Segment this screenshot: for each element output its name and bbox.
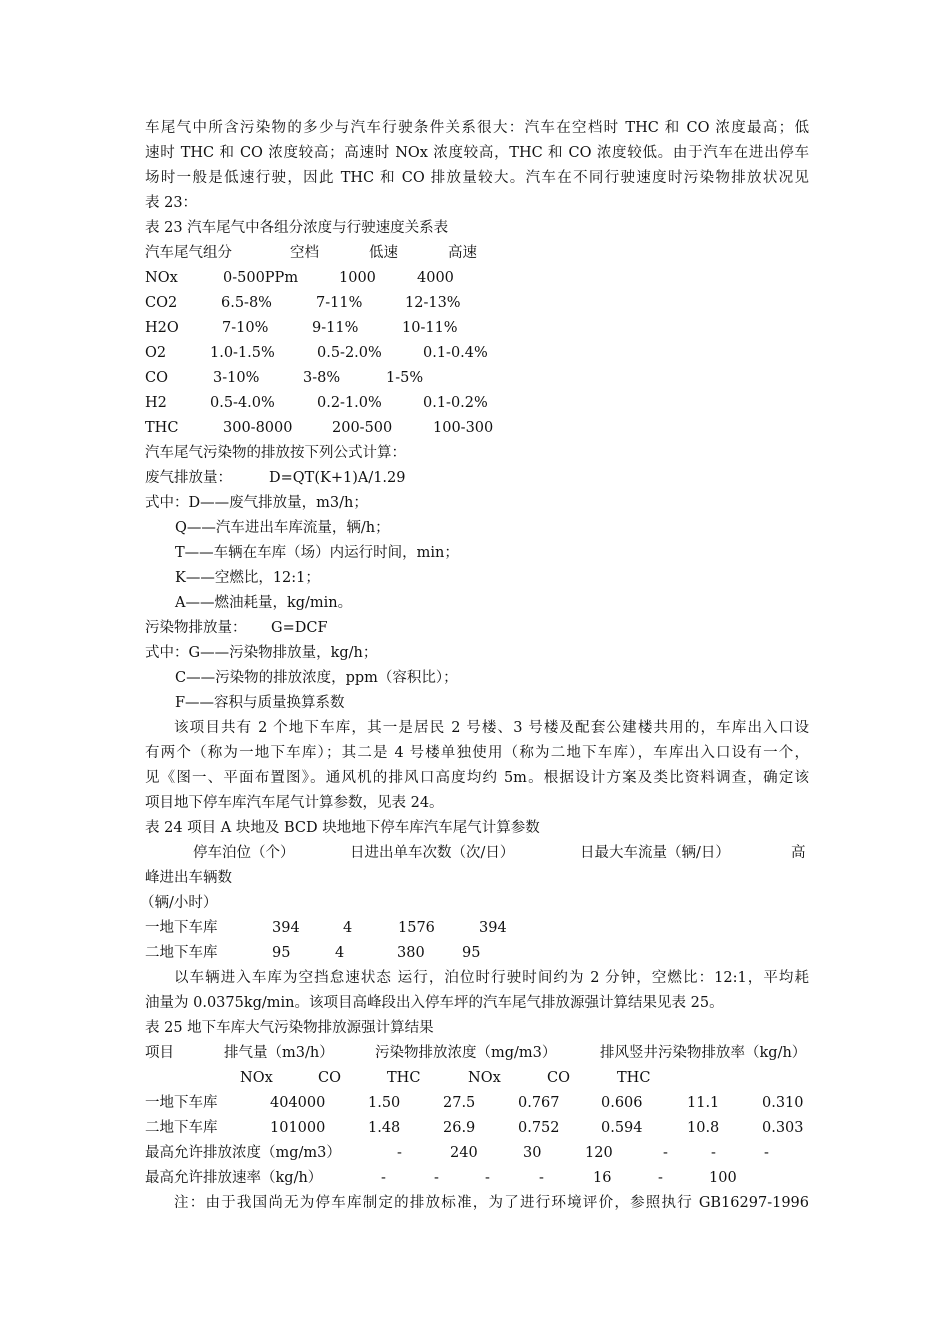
table25-header-cell: 项目 bbox=[145, 1045, 174, 1061]
table-cell: - bbox=[539, 1170, 544, 1186]
definition-line: Q——汽车进出车库流量，辆/h； bbox=[175, 520, 390, 536]
table25-subheader-cell: CO bbox=[318, 1070, 341, 1086]
table24-header-cell: 停车泊位（个） bbox=[193, 845, 295, 861]
table-cell: 0.2-1.0% bbox=[317, 395, 382, 411]
table-cell: 100-300 bbox=[433, 420, 494, 436]
table-cell: 394 bbox=[272, 920, 300, 936]
table-cell: 1000 bbox=[339, 270, 376, 286]
table-cell: 7-10% bbox=[222, 320, 269, 336]
pollutant-label: 污染物排放量： bbox=[145, 620, 247, 636]
table-cell: 10-11% bbox=[402, 320, 458, 336]
table23-header-cell: 空档 bbox=[290, 245, 319, 261]
table-cell: 26.9 bbox=[443, 1120, 476, 1136]
paragraph-line: 该项目共有 2 个地下车库，其一是居民 2 号楼、3 号楼及配套公建楼共用的，车库出入口设 bbox=[174, 720, 809, 736]
table-cell: - bbox=[485, 1170, 490, 1186]
table24-header-cell: 日进出单车次数（次/日） bbox=[350, 845, 515, 861]
table25-subheader-cell: THC bbox=[617, 1070, 651, 1086]
table-cell: 3-8% bbox=[303, 370, 341, 386]
table-cell: 95 bbox=[462, 945, 481, 961]
table-cell: H2 bbox=[145, 395, 167, 411]
paragraph-line: 速时 THC 和 CO 浓度较高；高速时 NOx 浓度较高，THC 和 CO 浓度较低。由于汽车在进出停车 bbox=[145, 145, 809, 161]
table25-subheader-cell: THC bbox=[387, 1070, 421, 1086]
table-cell: 10.8 bbox=[687, 1120, 720, 1136]
paragraph-line: 见《图一、平面布置图》。通风机的排风口高度均约 5m。根据设计方案及类比资料调查，确定该 bbox=[145, 770, 809, 786]
table-cell: - bbox=[381, 1170, 386, 1186]
table-cell: 0.767 bbox=[518, 1095, 560, 1111]
definition-line: T——车辆在车库（场）内运行时间，min； bbox=[175, 545, 459, 561]
paragraph-line: 油量为 0.0375kg/min。该项目高峰段出入停车坪的汽车尾气排放源强计算结果见表 25。 bbox=[145, 995, 724, 1011]
pollutant-formula: G=DCF bbox=[271, 620, 328, 636]
table-cell: - bbox=[711, 1145, 716, 1161]
definition-line: C——污染物的排放浓度，ppm（容积比）； bbox=[175, 670, 458, 686]
table-cell: 二地下车库 bbox=[145, 945, 218, 961]
table-cell: O2 bbox=[145, 345, 167, 361]
table-cell: 95 bbox=[272, 945, 291, 961]
table-cell: 11.1 bbox=[687, 1095, 720, 1111]
table-cell: 200-500 bbox=[332, 420, 393, 436]
table-cell: 最高允许排放速率（kg/h） bbox=[145, 1170, 323, 1186]
table-cell: 27.5 bbox=[443, 1095, 476, 1111]
table-cell: 一地下车库 bbox=[145, 1095, 218, 1111]
table24-header-unit: （辆/小时） bbox=[140, 895, 218, 911]
definition-line: K——空燃比，12:1； bbox=[175, 570, 320, 586]
definition-line: 式中：G——污染物排放量，kg/h； bbox=[145, 645, 378, 661]
table-cell: 1.50 bbox=[368, 1095, 401, 1111]
table-cell: 1.0-1.5% bbox=[210, 345, 275, 361]
table-cell: 16 bbox=[593, 1170, 612, 1186]
table-cell: 4 bbox=[335, 945, 345, 961]
table-cell: - bbox=[663, 1145, 668, 1161]
formula-intro: 汽车尾气污染物的排放按下列公式计算： bbox=[145, 445, 406, 461]
table25-header-cell: 排风竖井污染物排放率（kg/h） bbox=[600, 1045, 807, 1061]
table24-header-row bbox=[193, 841, 809, 866]
table-cell: - bbox=[397, 1145, 402, 1161]
note-line: 注：由于我国尚无为停车库制定的排放标准，为了进行环境评价，参照执行 GB16297-1996 bbox=[174, 1195, 809, 1211]
table-cell: 100 bbox=[709, 1170, 737, 1186]
table-cell: 1.48 bbox=[368, 1120, 401, 1136]
table-cell: 0.5-4.0% bbox=[210, 395, 275, 411]
table-cell: 一地下车库 bbox=[145, 920, 218, 936]
table-cell: 300-8000 bbox=[223, 420, 293, 436]
table-cell: 3-10% bbox=[213, 370, 260, 386]
table23-header-cell: 汽车尾气组分 bbox=[145, 245, 232, 261]
paragraph-line: 项目地下停车库汽车尾气计算参数，见表 24。 bbox=[145, 795, 444, 811]
table-cell: 4000 bbox=[417, 270, 454, 286]
table-cell: 0.310 bbox=[762, 1095, 804, 1111]
table-cell: 12-13% bbox=[405, 295, 461, 311]
table25-subheader-cell: NOx bbox=[240, 1070, 273, 1086]
paragraph-line: 车尾气中所含污染物的多少与汽车行驶条件关系很大：汽车在空档时 THC 和 CO 浓度最高；低 bbox=[145, 120, 809, 136]
table-cell: 0-500PPm bbox=[223, 270, 299, 286]
table-cell: - bbox=[658, 1170, 663, 1186]
table-cell: 101000 bbox=[270, 1120, 326, 1136]
exhaust-label: 废气排放量： bbox=[145, 470, 232, 486]
table-cell: 1576 bbox=[398, 920, 435, 936]
exhaust-formula: D=QT(K+1)A/1.29 bbox=[269, 470, 406, 486]
table-cell: - bbox=[764, 1145, 769, 1161]
table-cell: 0.303 bbox=[762, 1120, 804, 1136]
table-cell: - bbox=[434, 1170, 439, 1186]
definition-line: F——容积与质量换算系数 bbox=[175, 695, 345, 711]
table-cell: 6.5-8% bbox=[221, 295, 272, 311]
table-cell: 30 bbox=[523, 1145, 542, 1161]
paragraph-line: 以车辆进入车库为空挡怠速状态 运行，泊位时行驶时间约为 2 分钟，空燃比：12:1，平均耗 bbox=[174, 970, 809, 986]
table24-header-cell: 高 bbox=[791, 845, 806, 861]
table25-subheader-cell: CO bbox=[547, 1070, 570, 1086]
table23-title: 表 23 汽车尾气中各组分浓度与行驶速度关系表 bbox=[145, 220, 449, 236]
table25-subheader-cell: NOx bbox=[468, 1070, 501, 1086]
definition-line: A——燃油耗量，kg/min。 bbox=[175, 595, 353, 611]
table-cell: 240 bbox=[450, 1145, 478, 1161]
table-cell: 二地下车库 bbox=[145, 1120, 218, 1136]
table-cell: 0.1-0.4% bbox=[423, 345, 488, 361]
table25-header-row bbox=[145, 1041, 809, 1066]
table-cell: 4 bbox=[343, 920, 353, 936]
table25-header-cell: 污染物排放浓度（mg/m3） bbox=[375, 1045, 557, 1061]
paragraph-line: 表 23： bbox=[145, 195, 198, 211]
paragraph-line: 有两个（称为一地下车库）；其二是 4 号楼单独使用（称为二地下车库），车库出入口设有一个， bbox=[145, 745, 809, 761]
table25-header-cell: 排气量（m3/h） bbox=[224, 1045, 334, 1061]
table-cell: 1-5% bbox=[386, 370, 424, 386]
table23-header-cell: 高速 bbox=[448, 245, 477, 261]
table-cell: 最高允许排放浓度（mg/m3） bbox=[145, 1145, 341, 1161]
table-cell: H2O bbox=[145, 320, 179, 336]
table-cell: THC bbox=[145, 420, 179, 436]
table-cell: 0.5-2.0% bbox=[317, 345, 382, 361]
table-cell: CO bbox=[145, 370, 168, 386]
table-cell: NOx bbox=[145, 270, 178, 286]
table24-header-cell: 日最大车流量（辆/日） bbox=[580, 845, 730, 861]
table-cell: 120 bbox=[585, 1145, 613, 1161]
definition-line: 式中：D——废气排放量，m3/h； bbox=[145, 495, 368, 511]
table25-title: 表 25 地下车库大气污染物排放源强计算结果 bbox=[145, 1020, 434, 1036]
table-cell: 7-11% bbox=[316, 295, 363, 311]
table24-header-cont: 峰进出车辆数 bbox=[145, 870, 232, 886]
table-cell: 0.606 bbox=[601, 1095, 643, 1111]
paragraph-line: 场时一般是低速行驶，因此 THC 和 CO 排放量较大。汽车在不同行驶速度时污染物排放状况见 bbox=[145, 170, 809, 186]
table-cell: 0.752 bbox=[518, 1120, 560, 1136]
table-cell: CO2 bbox=[145, 295, 178, 311]
table-cell: 9-11% bbox=[312, 320, 359, 336]
table-cell: 380 bbox=[397, 945, 425, 961]
table-cell: 0.594 bbox=[601, 1120, 643, 1136]
table23-header-cell: 低速 bbox=[369, 245, 398, 261]
table-cell: 404000 bbox=[270, 1095, 326, 1111]
table24-title: 表 24 项目 A 块地及 BCD 块地地下停车库汽车尾气计算参数 bbox=[145, 820, 540, 836]
table-cell: 0.1-0.2% bbox=[423, 395, 488, 411]
table-cell: 394 bbox=[479, 920, 507, 936]
